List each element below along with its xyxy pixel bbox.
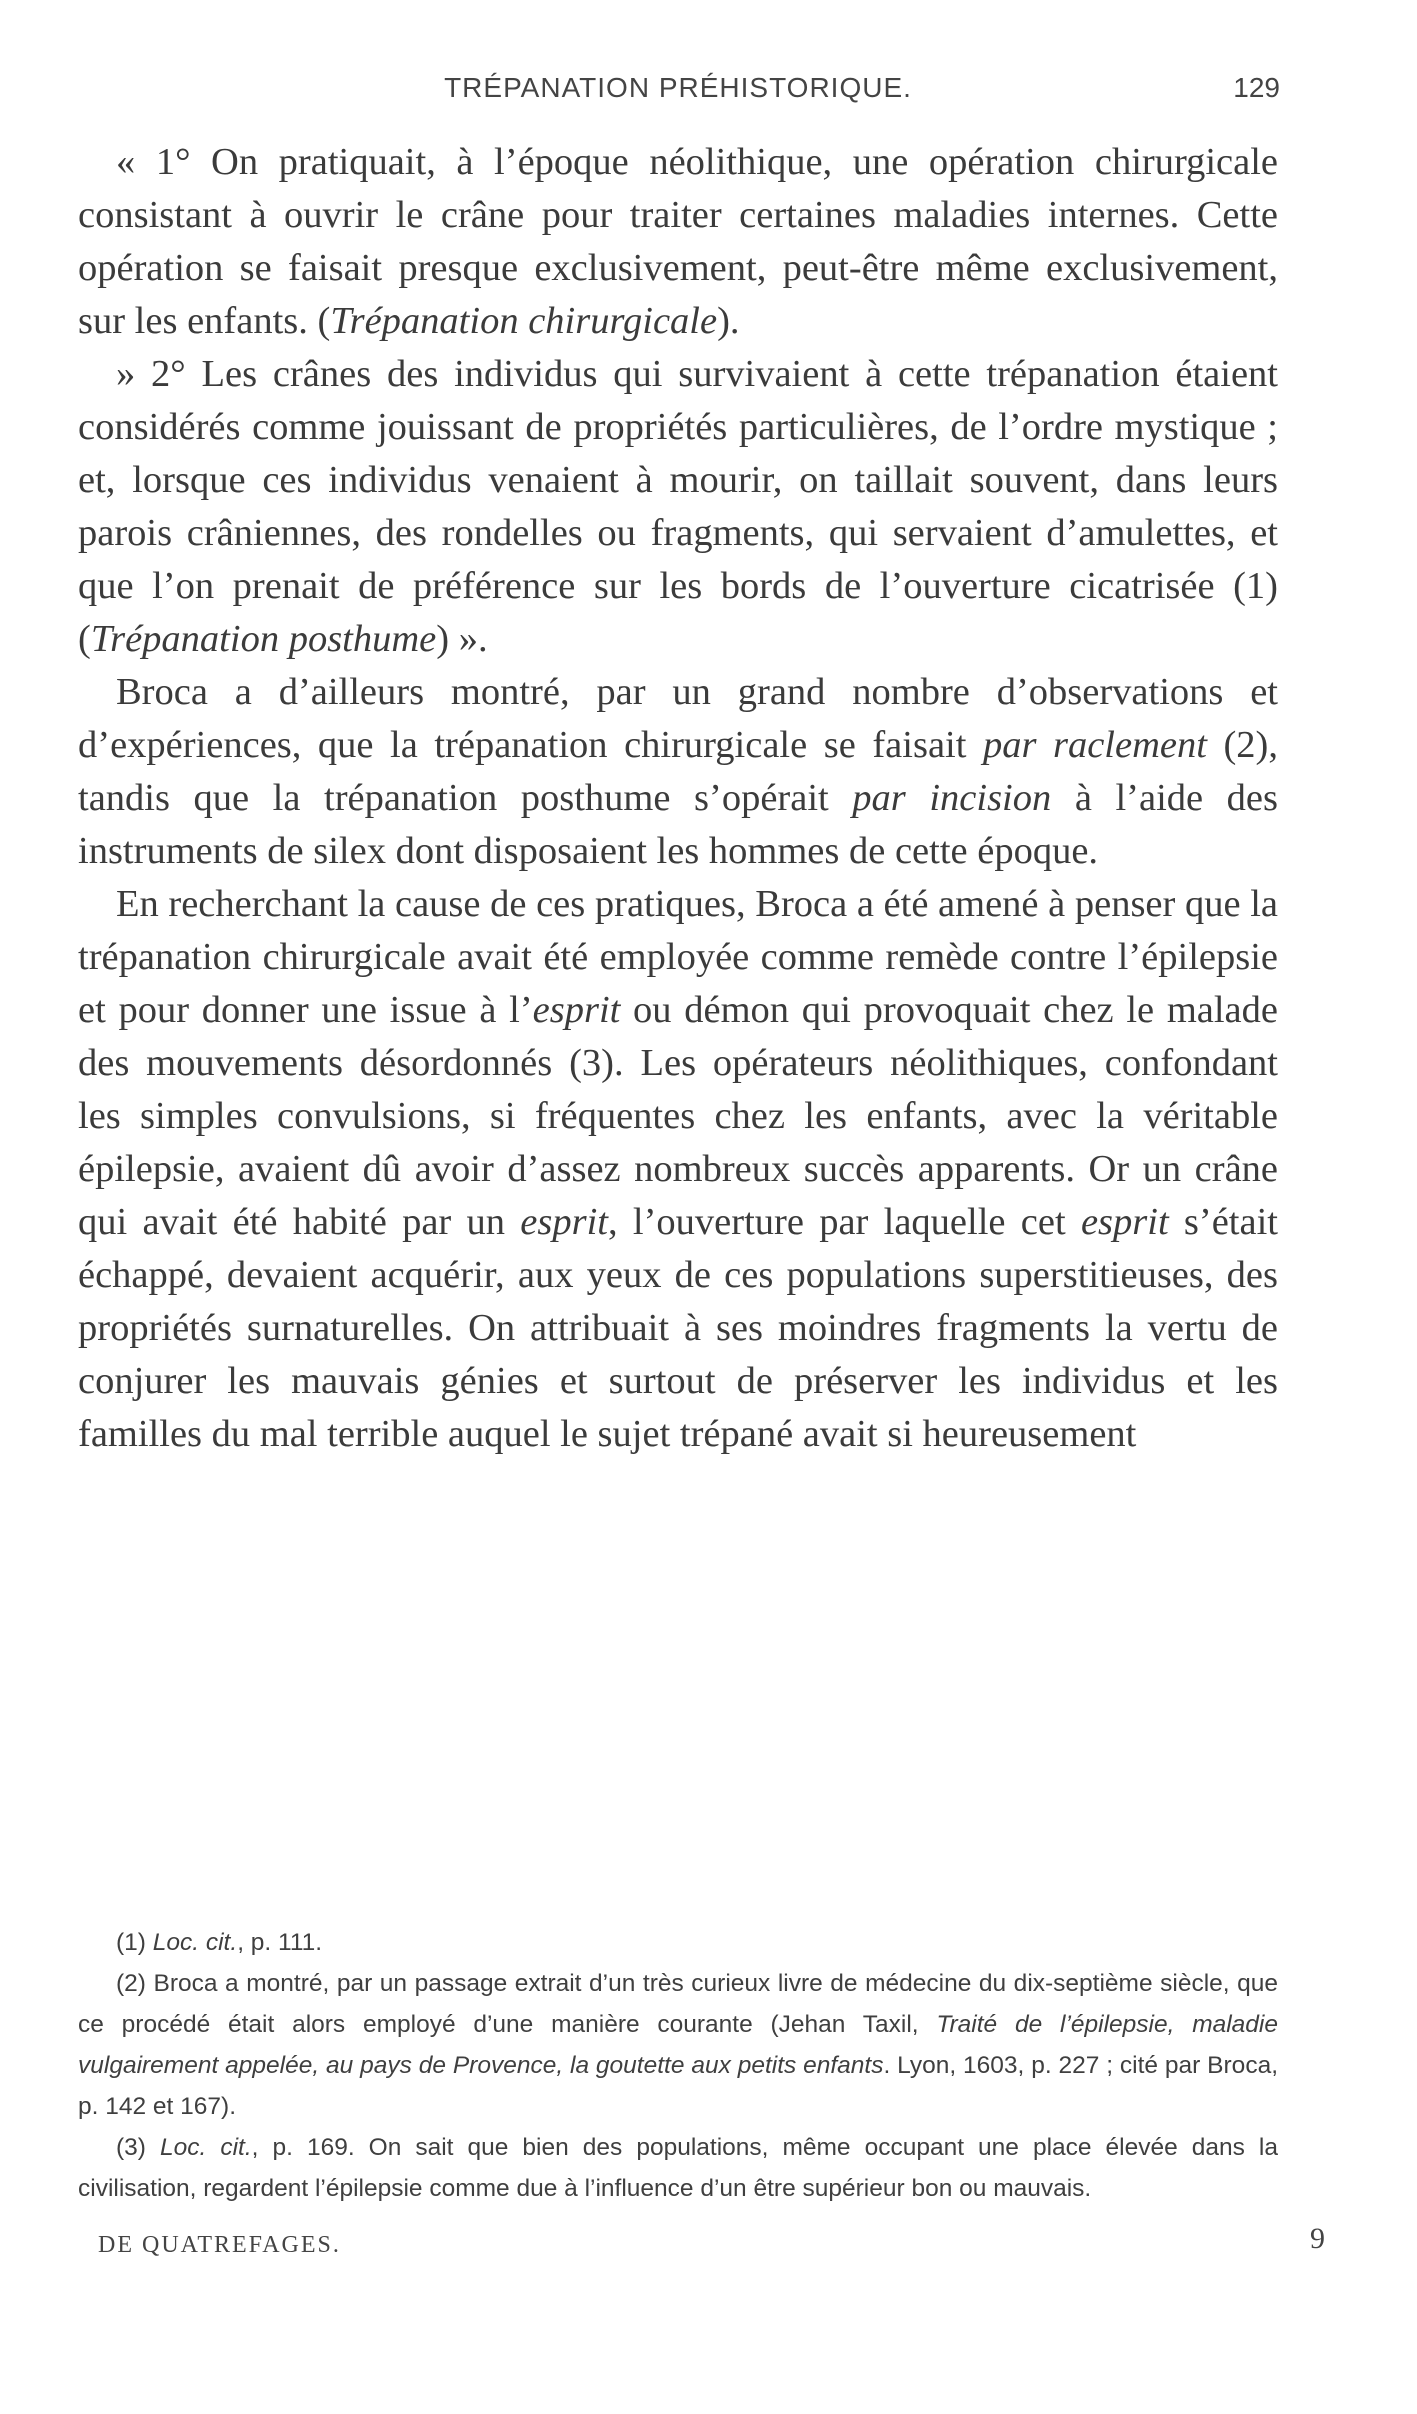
footnote-3 [78,2127,1278,2209]
body-text [78,136,1278,1461]
paragraph-2-text-b: ) ». [436,618,488,660]
paragraph-3-text-b: (2), tandis que la trépanation posthume s’opérait [78,724,1278,819]
paragraph-1-text-b: ). [717,300,740,342]
printer-signature: DE QUATREFAGES. [98,2232,341,2258]
paragraph-3-italic-a: par raclement [982,724,1207,766]
paragraph-1-text-a: « 1° On pratiquait, à l’époque néolithique, une opération chirurgicale consistant à ouvrir le crâne pour traiter certaines maladies internes. Cette opération se faisait presque exclusivement, peut-être même exclusivement, sur les enfants. ( [78,141,1278,342]
book-page [78,60,1278,2360]
paragraph-2-text-a: » 2° Les crânes des individus qui survivaient à cette trépanation étaient considérés comme jouissant de propriétés particulières, de l’ordre mystique ; et, lorsque ces individus venaient à mourir, on taillait souvent, dans leurs parois crâniennes, des rondelles ou fragments, qui servaient d’amulettes, et que l’on prenait de préférence sur les bords de l’ouverture cicatrisée (1) ( [78,353,1278,660]
paragraph-1 [78,136,1278,348]
signature-number: 9 [1310,2222,1325,2255]
footnote-3-italic: Loc. cit. [159,2134,252,2161]
paragraph-4-italic-a: esprit [532,989,621,1031]
footnote-2-text-a: (2) Broca a montré, par un passage extrait d’un très curieux livre de médecine du dix-septième siècle, que ce procédé était alors employé d’une manière courante (Jehan Taxil, [78,1970,1278,2038]
paragraph-3-text-c: à l’aide des instruments de silex dont disposaient les hommes de cette époque. [78,777,1278,872]
paragraph-2 [78,348,1278,666]
paragraph-4-italic-b: esprit [520,1201,608,1243]
running-title: TRÉPANATION PRÉHISTORIQUE. [444,72,912,103]
paragraph-3-text-a: Broca a d’ailleurs montré, par un grand nombre d’observations et d’expériences, que la trépanation chirurgicale se faisait [78,671,1278,766]
footnote-3-marker: (3) [116,2134,160,2161]
footnote-2-text-b: . Lyon, 1603, p. 227 ; cité par Broca, p. 142 et 167). [78,2052,1278,2120]
footnote-1-text: , p. 111. [237,1929,323,1956]
footnote-1-italic: Loc. cit. [152,1929,238,1956]
paragraph-4-italic-c: esprit [1080,1201,1169,1243]
paragraph-3-italic-b: par incision [852,777,1052,819]
paragraph-2-italic: Trépanation posthume [90,618,437,660]
paragraph-4-text-a: En recherchant la cause de ces pratiques, Broca a été amené à penser que la trépanation chirurgicale avait été employée comme remède contre l’épilepsie et pour donner une issue à l’ [78,883,1278,1031]
paragraph-1-italic: Trépanation chirurgicale [330,300,718,342]
footnote-2 [78,1963,1278,2127]
paragraph-4-text-d: s’était échappé, devaient acquérir, aux yeux de ces populations superstitieuses, des propriétés surnaturelles. On attribuait à ses moindres fragments la vertu de conjurer les mauvais génies et surtout de préserver les individus et les familles du mal terrible auquel le sujet trépané avait si heureusement [78,1201,1278,1455]
footnote-1 [78,1922,1278,1963]
footnote-3-text: , p. 169. On sait que bien des populations, même occupant une place élevée dans la civilisation, regardent l’épilepsie comme due à l’influence d’un être supérieur bon ou mauvais. [78,2134,1278,2202]
footnotes [78,1922,1278,2209]
footnote-2-italic: Traité de l’épilepsie, maladie vulgairement appelée, au pays de Provence, la goutette aux petits enfants [78,2011,1278,2079]
running-head [78,60,1278,120]
paragraph-4-text-b: ou démon qui provoquait chez le malade des mouvements désordonnés (3). Les opérateurs néolithiques, confondant les simples convulsions, si fréquentes chez les enfants, avec la véritable épilepsie, avaient dû avoir d’assez nombreux succès apparents. Or un crâne qui avait été habité par un [78,989,1278,1243]
paragraph-4 [78,878,1278,1461]
footnote-1-marker: (1) [116,1929,153,1956]
page-number: 129 [1233,72,1280,103]
paragraph-3 [78,666,1278,878]
paragraph-4-text-c: , l’ouverture par laquelle cet [608,1201,1081,1243]
